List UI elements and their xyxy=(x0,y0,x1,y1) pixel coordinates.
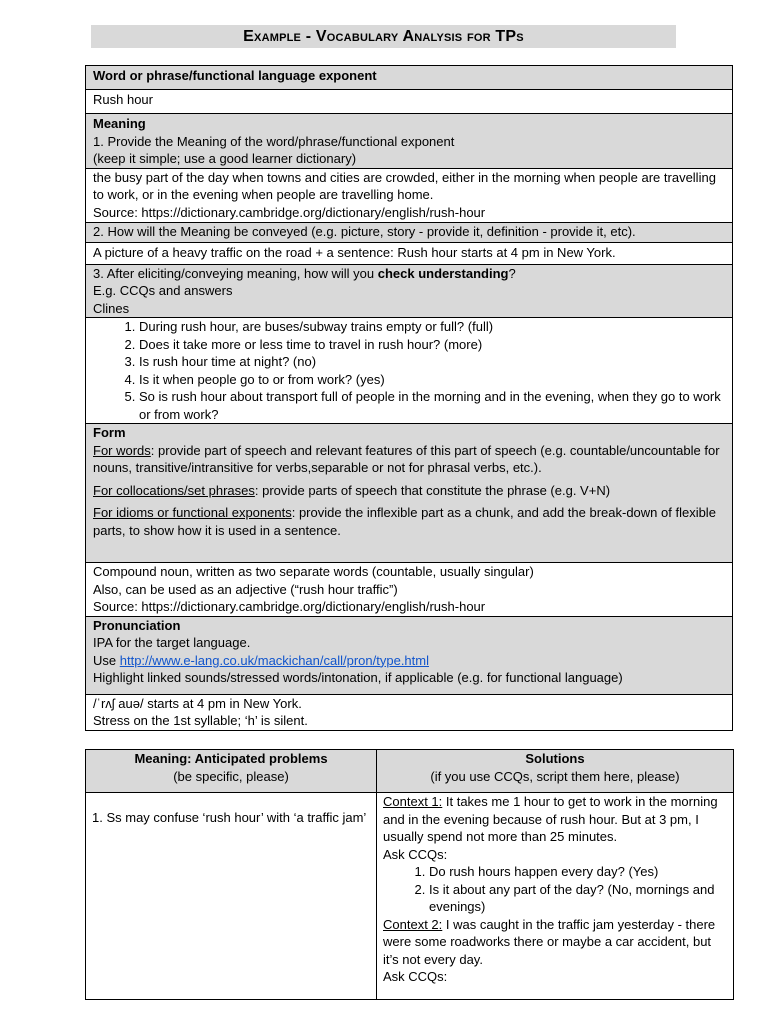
word-value: Rush hour xyxy=(93,92,153,107)
form-words-label: For words xyxy=(93,442,151,458)
pronunciation-line2 xyxy=(93,652,726,670)
convey-prompt: 2. How will the Meaning be conveyed (e.g. picture, story - provide it, definition - provide it, etc). xyxy=(93,223,636,239)
form-idioms-label: For idioms or functional exponents xyxy=(93,505,292,520)
list-item: 4. Is it when people go to or from work? (yes) xyxy=(139,371,726,389)
problems-header: Meaning: Anticipated problems xyxy=(134,751,328,766)
meaning-answer-cell xyxy=(86,168,733,222)
pronunciation-line1: IPA for the target language. xyxy=(93,635,251,650)
meaning-heading: Meaning xyxy=(93,116,146,131)
context-2 xyxy=(383,916,727,969)
check-prompt-pre: 3. After eliciting/conveying meaning, how will you xyxy=(93,265,378,281)
anticipated-problems-table xyxy=(85,749,734,1000)
pronunciation-answer-rest: starts at 4 pm in New York. xyxy=(143,695,302,711)
form-answer-line1: Compound noun, written as two separate words (countable, usually singular) xyxy=(93,564,534,579)
convey-answer-cell xyxy=(86,242,733,264)
pronunciation-line3: Highlight linked sounds/stressed words/intonation, if applicable (e.g. for functional language) xyxy=(93,670,623,685)
form-collocations xyxy=(93,482,726,500)
ask-ccqs-2: Ask CCQs: xyxy=(383,969,448,984)
context-2-text: I was caught in the traffic jam yesterday - there were some roadworks there or maybe a car accident, but it’s not every day. xyxy=(383,916,716,967)
list-item: 1. Do rush hours happen every day? (Yes) xyxy=(429,863,727,881)
meaning-prompt-cell xyxy=(86,114,733,169)
convey-prompt-cell xyxy=(86,222,733,242)
form-colloc-text: : provide parts of speech that constitute the phrase (e.g. V+N) xyxy=(254,482,611,498)
list-item: 5. So is rush hour about transport full of people in the morning and in the evening, when they go to work or from work? xyxy=(139,388,726,423)
problem-cell xyxy=(86,793,377,1000)
solution-cell xyxy=(377,793,734,1000)
pronunciation-prompt-cell xyxy=(86,616,733,694)
check-prompt-cell xyxy=(86,264,733,318)
context-1-label: Context 1: xyxy=(383,794,443,809)
form-colloc-label: For collocations/set phrases xyxy=(93,482,255,498)
list-item: 3. Is rush hour time at night? (no) xyxy=(139,353,726,371)
meaning-source: Source: https://dictionary.cambridge.org/dictionary/english/rush-hour xyxy=(93,204,486,220)
problem-1: 1. Ss may confuse ‘rush hour’ with ‘a traffic jam’ xyxy=(92,810,367,825)
word-header-cell xyxy=(86,66,733,90)
ccq-list xyxy=(93,318,726,423)
form-prompt-cell xyxy=(86,424,733,563)
form-idioms xyxy=(93,504,726,539)
solutions-header: Solutions xyxy=(525,751,585,766)
problems-subheader: (be specific, please) xyxy=(173,768,289,784)
pronunciation-use: Use xyxy=(93,652,120,668)
vocabulary-analysis-table xyxy=(85,65,733,731)
check-prompt-post: ? xyxy=(508,265,516,281)
check-example: E.g. CCQs and answers xyxy=(93,283,233,298)
context-1 xyxy=(383,793,727,846)
word-header: Word or phrase/functional language exponent xyxy=(93,68,377,83)
pronunciation-answer-line2: Stress on the 1st syllable; ‘h’ is silent. xyxy=(93,713,308,728)
pronunciation-answer-cell xyxy=(86,694,733,730)
meaning-prompt-line1: 1. Provide the Meaning of the word/phrase/functional exponent xyxy=(93,133,455,149)
form-words-text: : provide part of speech and relevant features of this part of speech (e.g. countable/uncountable for nouns, transitive/intransitive for verbs,separable or not for phrasal verbs, etc.). xyxy=(93,442,720,475)
form-words xyxy=(93,442,726,477)
pronunciation-link[interactable]: http://www.e-lang.co.uk/mackichan/call/pron/type.html xyxy=(119,652,429,668)
solution-ccq-list xyxy=(383,863,727,916)
list-item: 1. During rush hour, are buses/subway trains empty or full? (full) xyxy=(139,318,726,336)
solutions-subheader: (if you use CCQs, script them here, please) xyxy=(430,768,680,784)
meaning-prompt-line2: (keep it simple; use a good learner dictionary) xyxy=(93,151,357,166)
check-prompt-bold: check understanding xyxy=(377,265,509,281)
word-value-cell xyxy=(86,90,733,114)
form-idioms-text: : provide the inflexible part as a chunk, and add the break-down of flexible parts, to show how it is used in a sentence. xyxy=(93,505,716,538)
meaning-definition: the busy part of the day when towns and cities are crowded, either in the morning when people are travelling to work, or in the evening when people are travelling home. xyxy=(93,169,716,202)
form-answer-line2: Also, can be used as an adjective (“rush hour traffic”) xyxy=(93,581,398,597)
ask-ccqs-1: Ask CCQs: xyxy=(383,846,448,862)
pronunciation-heading: Pronunciation xyxy=(93,617,181,633)
context-2-label: Context 2: xyxy=(383,916,443,932)
form-heading: Form xyxy=(93,425,126,440)
list-item: 2. Does it take more or less time to travel in rush hour? (more) xyxy=(139,336,726,354)
pronunciation-ipa: /ˈrʌʃ auə/ xyxy=(93,695,144,711)
solutions-header-cell xyxy=(377,750,734,793)
form-answer-cell xyxy=(86,563,733,617)
list-item: 2. Is it about any part of the day? (No, mornings and evenings) xyxy=(429,881,727,916)
convey-answer: A picture of a heavy traffic on the road + a sentence: Rush hour starts at 4 pm in New York. xyxy=(93,244,616,260)
ccq-list-cell xyxy=(86,318,733,424)
form-answer-source: Source: https://dictionary.cambridge.org/dictionary/english/rush-hour xyxy=(93,599,486,614)
pronunciation-answer-line1 xyxy=(93,695,726,713)
page-title: Example - Vocabulary Analysis for TPs xyxy=(91,25,676,48)
check-prompt xyxy=(93,265,726,283)
problems-header-cell xyxy=(86,750,377,793)
context-1-text: It takes me 1 hour to get to work in the morning and in the evening because of rush hour. But at 3 pm, I usually spend not more than 25 minutes. xyxy=(383,794,718,844)
check-clines: Clines xyxy=(93,300,130,316)
